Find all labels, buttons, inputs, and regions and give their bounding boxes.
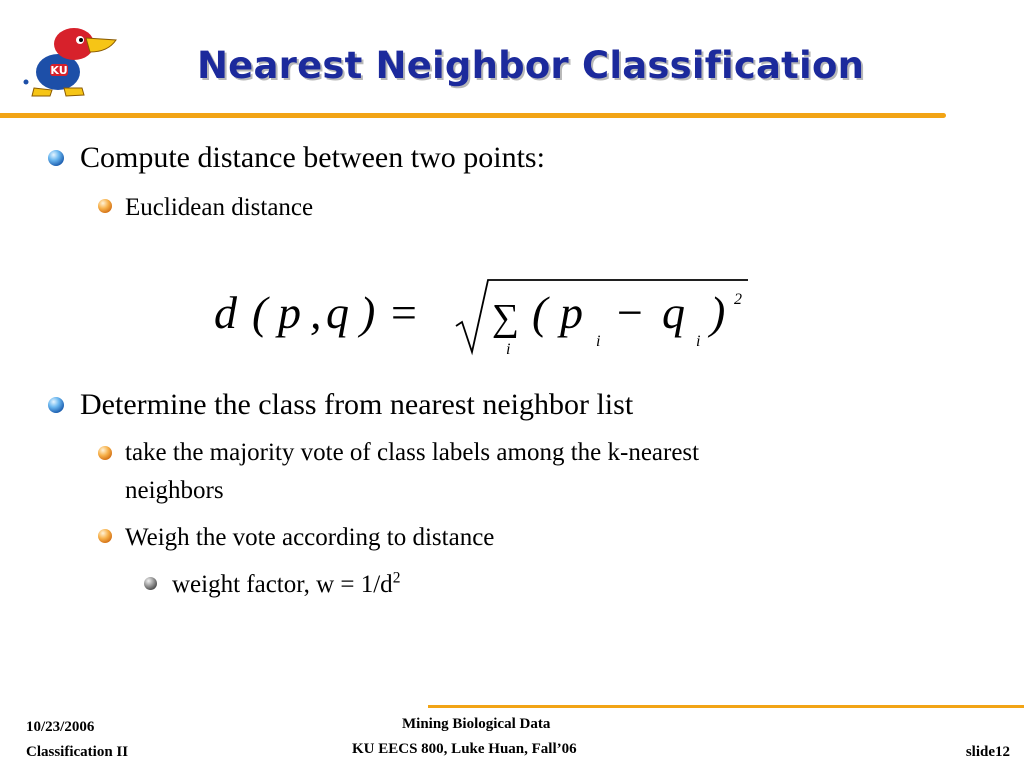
- bullet-text: Compute distance between two points:: [80, 141, 545, 174]
- bullet-level2-euclidean: [98, 189, 313, 227]
- bullet-text-line2: neighbors: [125, 477, 224, 504]
- formula-p: p: [278, 287, 301, 338]
- footer-date: 10/23/2006: [26, 719, 95, 735]
- bullet-text: weight factor, w = 1/d: [172, 571, 393, 598]
- footer-lecture-title: Classification II: [26, 744, 129, 760]
- formula-sub-i2: i: [696, 333, 701, 350]
- bullet-level2-weigh-vote: [98, 519, 494, 557]
- bullet-level3-weight-factor: [144, 566, 400, 604]
- bullet-text: Weigh the vote according to distance: [125, 524, 495, 551]
- formula-inner-open-paren: (: [532, 287, 548, 338]
- formula-sum: ∑: [492, 297, 520, 339]
- page-title: Nearest Neighbor Classification: [197, 44, 865, 87]
- footer-divider: [428, 705, 1024, 708]
- footer-course-title: Mining Biological Data: [402, 716, 551, 732]
- logo-text: KU: [50, 64, 68, 77]
- footer-slide-number: slide12: [965, 744, 1010, 760]
- bullet-level1-compute-distance: [48, 141, 545, 175]
- formula-inner-close-paren: ): [710, 287, 726, 338]
- formula-d: d: [214, 287, 237, 338]
- formula-p-i: p: [560, 287, 583, 338]
- euclidean-distance-formula: [210, 270, 770, 360]
- formula-equals: =: [388, 287, 420, 338]
- bullet-level2-majority-vote: [98, 438, 699, 506]
- formula-comma: ,: [310, 287, 322, 338]
- orange-bullet-icon: [98, 446, 112, 460]
- bullet-text-line1: take the majority vote of class labels among the k-nearest: [125, 439, 700, 466]
- gray-bullet-icon: [144, 577, 157, 590]
- bullet-level1-determine-class: [48, 388, 633, 422]
- blue-bullet-icon: [48, 150, 64, 166]
- formula-q: q: [326, 287, 349, 338]
- orange-bullet-icon: [98, 199, 112, 213]
- formula-exponent: 2: [734, 291, 742, 308]
- jayhawk-logo: [20, 18, 120, 98]
- formula-close-paren: ): [360, 287, 376, 338]
- formula-minus: −: [614, 287, 646, 338]
- bullet-text: Determine the class from nearest neighbor list: [80, 388, 634, 421]
- formula-q-i: q: [662, 287, 685, 338]
- footer-course-info: KU EECS 800, Luke Huan, Fall’06: [352, 741, 577, 757]
- formula-sub-i1: i: [596, 333, 601, 350]
- bullet-text-superscript: 2: [392, 569, 401, 587]
- title-divider: [0, 113, 946, 118]
- blue-bullet-icon: [48, 397, 64, 413]
- formula-open-paren: (: [252, 287, 268, 338]
- bullet-text: Euclidean distance: [125, 194, 314, 221]
- formula-sum-index: i: [506, 341, 511, 358]
- orange-bullet-icon: [98, 529, 112, 543]
